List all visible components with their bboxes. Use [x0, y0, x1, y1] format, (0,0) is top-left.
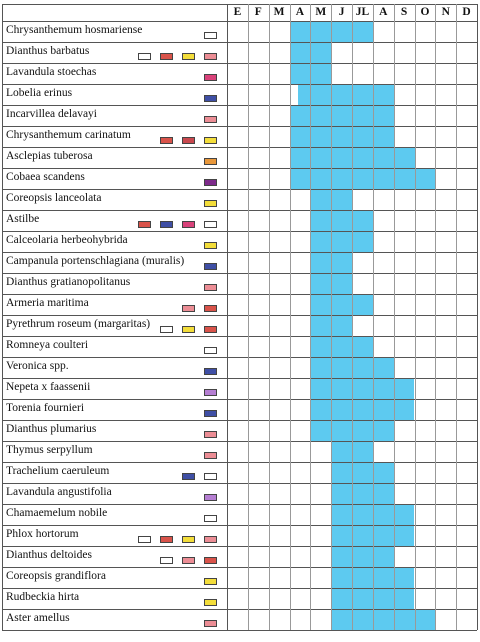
grid-line	[435, 4, 436, 630]
grid-line	[2, 315, 477, 316]
grid-line	[2, 147, 477, 148]
flower-color-swatch	[160, 137, 173, 144]
bloom-period-bar	[310, 231, 373, 252]
grid-line	[394, 4, 395, 630]
flower-color-swatch	[204, 53, 217, 60]
plant-name: Rudbeckia hirta	[6, 591, 80, 603]
month-header: J	[338, 6, 345, 18]
grid-line	[331, 4, 332, 630]
grid-line	[2, 525, 477, 526]
grid-line	[2, 189, 477, 190]
bloom-period-bar	[331, 546, 394, 567]
grid-line	[2, 4, 3, 630]
grid-line	[2, 630, 477, 631]
bloom-period-bar	[298, 84, 394, 105]
flower-color-swatch	[138, 53, 151, 60]
flower-color-swatch	[160, 221, 173, 228]
bloom-period-bar	[331, 609, 435, 630]
flower-color-swatch	[160, 536, 173, 543]
grid-line	[2, 609, 477, 610]
flower-color-swatch	[204, 473, 217, 480]
flower-color-swatch	[204, 242, 217, 249]
month-header: A	[379, 6, 388, 18]
grid-line	[2, 483, 477, 484]
grid-line	[415, 4, 416, 630]
grid-line	[2, 441, 477, 442]
plant-name: Coreopsis grandiflora	[6, 570, 106, 582]
grid-line	[2, 336, 477, 337]
flower-color-swatch	[204, 431, 217, 438]
plant-name: Lavandula angustifolia	[6, 486, 112, 498]
grid-line	[373, 4, 374, 630]
grid-line	[2, 42, 477, 43]
flower-color-swatch	[204, 326, 217, 333]
flower-color-swatch	[204, 410, 217, 417]
plant-name: Calceolaria herbeohybrida	[6, 234, 128, 246]
grid-line	[269, 4, 270, 630]
plant-name: Chrysanthemum hosmariense	[6, 24, 143, 36]
flower-color-swatch	[204, 368, 217, 375]
plant-name: Thymus serpyllum	[6, 444, 93, 456]
flower-color-swatch	[204, 452, 217, 459]
grid-line	[2, 273, 477, 274]
flower-color-swatch	[182, 326, 195, 333]
grid-line	[2, 210, 477, 211]
plant-name: Astilbe	[6, 213, 40, 225]
flower-color-swatch	[182, 536, 195, 543]
month-header: D	[462, 6, 471, 18]
flower-color-swatch	[204, 578, 217, 585]
bloom-period-bar	[310, 336, 373, 357]
bloom-period-bar	[331, 462, 394, 483]
month-header: F	[254, 6, 262, 18]
plant-name: Lavandula stoechas	[6, 66, 97, 78]
bloom-period-bar	[310, 210, 373, 231]
plant-name: Dianthus gratianopolitanus	[6, 276, 131, 288]
grid-line	[2, 357, 477, 358]
flower-color-swatch	[204, 95, 217, 102]
month-header: O	[420, 6, 430, 18]
plant-name: Campanula portenschlagiana (muralis)	[6, 255, 185, 267]
flower-color-swatch	[160, 557, 173, 564]
flower-color-swatch	[204, 137, 217, 144]
flower-color-swatch	[204, 536, 217, 543]
grid-line	[2, 399, 477, 400]
flower-color-swatch	[204, 620, 217, 627]
plant-name: Romneya coulteri	[6, 339, 89, 351]
plant-name: Incarvillea delavayi	[6, 108, 97, 120]
flower-color-swatch	[204, 74, 217, 81]
plant-name: Veronica spp.	[6, 360, 69, 372]
plant-name: Dianthus plumarius	[6, 423, 97, 435]
grid-line	[227, 4, 228, 630]
grid-line	[2, 420, 477, 421]
grid-line	[352, 4, 353, 630]
grid-line	[2, 105, 477, 106]
grid-line	[2, 462, 477, 463]
grid-line	[2, 294, 477, 295]
flower-color-swatch	[204, 32, 217, 39]
grid-line	[477, 4, 478, 630]
grid-line	[2, 252, 477, 253]
flower-color-swatch	[182, 137, 195, 144]
flower-color-swatch	[204, 557, 217, 564]
grid-line	[310, 4, 311, 630]
month-header: E	[233, 6, 242, 18]
flower-color-swatch	[204, 599, 217, 606]
grid-line	[2, 546, 477, 547]
flower-color-swatch	[204, 116, 217, 123]
flower-color-swatch	[182, 221, 195, 228]
flower-color-swatch	[204, 221, 217, 228]
plant-name: Armeria maritima	[6, 297, 89, 309]
flower-color-swatch	[204, 494, 217, 501]
flower-color-swatch	[204, 347, 217, 354]
grid-line	[248, 4, 249, 630]
plant-name: Chrysanthemum carinatum	[6, 129, 131, 141]
plant-name: Lobelia erinus	[6, 87, 73, 99]
grid-line	[2, 63, 477, 64]
grid-line	[2, 21, 477, 22]
month-header: M	[315, 6, 327, 18]
month-header: N	[441, 6, 450, 18]
grid-line	[2, 378, 477, 379]
plant-name: Dianthus deltoides	[6, 549, 92, 561]
flower-color-swatch	[160, 326, 173, 333]
month-header: M	[273, 6, 285, 18]
plant-name: Nepeta x faassenii	[6, 381, 91, 393]
plant-name: Pyrethrum roseum (margaritas)	[6, 318, 151, 330]
grid-line	[290, 4, 291, 630]
flower-color-swatch	[182, 557, 195, 564]
plant-name: Cobaea scandens	[6, 171, 85, 183]
flower-color-swatch	[204, 179, 217, 186]
grid-line	[2, 84, 477, 85]
bloom-period-bar	[310, 399, 414, 420]
month-header: S	[400, 6, 408, 18]
flower-color-swatch	[182, 53, 195, 60]
grid-line	[2, 126, 477, 127]
flower-color-swatch	[204, 284, 217, 291]
grid-line	[2, 588, 477, 589]
flower-color-swatch	[204, 305, 217, 312]
flower-color-swatch	[204, 389, 217, 396]
plant-name: Aster amellus	[6, 612, 70, 624]
grid-line	[456, 4, 457, 630]
flower-color-swatch	[160, 53, 173, 60]
bloom-period-bar	[290, 105, 394, 126]
grid-line	[2, 4, 477, 5]
grid-line	[2, 168, 477, 169]
bloom-period-bar	[331, 483, 394, 504]
grid-line	[2, 504, 477, 505]
plant-name: Coreopsis lanceolata	[6, 192, 102, 204]
month-header: A	[295, 6, 305, 18]
plant-name: Torenia fournieri	[6, 402, 85, 414]
flower-color-swatch	[204, 263, 217, 270]
plant-name: Phlox hortorum	[6, 528, 79, 540]
plant-name: Trachelium caeruleum	[6, 465, 110, 477]
flower-color-swatch	[138, 536, 151, 543]
bloom-period-bar	[290, 126, 394, 147]
plant-name: Asclepias tuberosa	[6, 150, 93, 162]
grid-line	[2, 231, 477, 232]
plant-name: Dianthus barbatus	[6, 45, 90, 57]
flower-color-swatch	[204, 515, 217, 522]
grid-line	[2, 567, 477, 568]
bloom-period-bar	[290, 168, 436, 189]
flower-color-swatch	[182, 305, 195, 312]
flower-color-swatch	[204, 200, 217, 207]
flower-color-swatch	[138, 221, 151, 228]
bloom-period-bar	[310, 294, 373, 315]
month-header: JL	[355, 6, 370, 18]
flower-color-swatch	[204, 158, 217, 165]
plant-name: Chamaemelum nobile	[6, 507, 108, 519]
flower-color-swatch	[182, 473, 195, 480]
bloom-period-bar	[310, 378, 414, 399]
